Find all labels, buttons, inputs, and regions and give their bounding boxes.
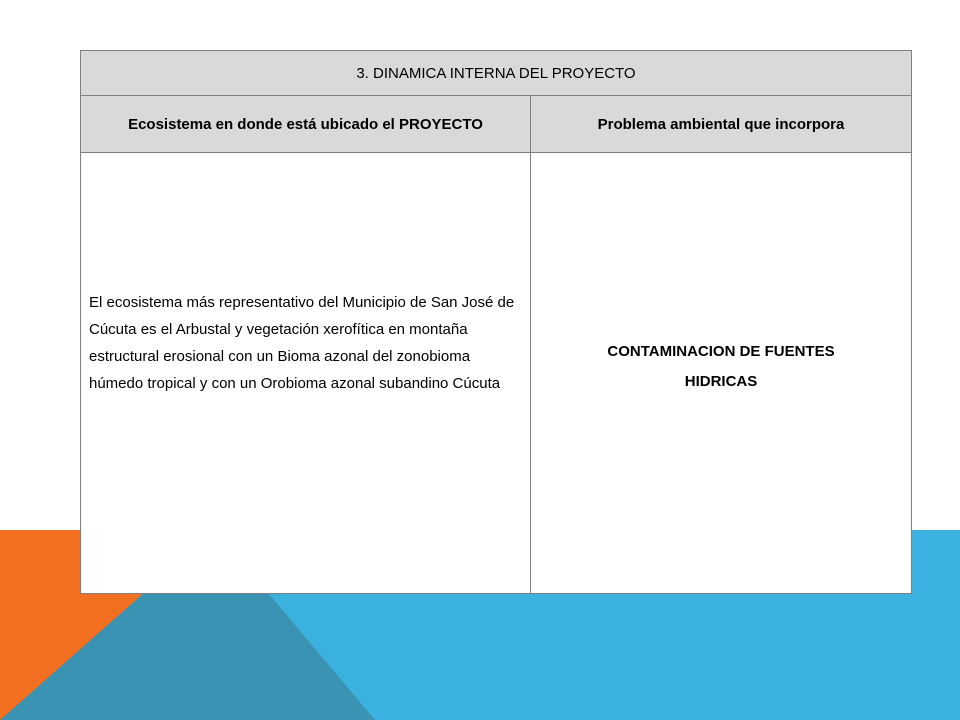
cell-environmental-problem: CONTAMINACION DE FUENTES HIDRICAS	[531, 153, 912, 594]
table-title-row	[81, 51, 912, 96]
header-ecosystem: Ecosistema en donde está ubicado el PROYECTO	[81, 96, 531, 153]
cell-ecosystem-description: El ecosistema más representativo del Municipio de San José de Cúcuta es el Arbustal y vegetación xerofítica en montaña estructural erosional con un Bioma azonal del zonobioma húmedo tropical y con un Orobioma azonal subandino Cúcuta	[81, 153, 531, 594]
project-table	[80, 50, 912, 594]
table-title: 3. DINAMICA INTERNA DEL PROYECTO	[81, 51, 912, 96]
project-table-container	[80, 50, 912, 594]
header-environmental-problem: Problema ambiental que incorpora	[531, 96, 912, 153]
table-header-row	[81, 96, 912, 153]
table-row	[81, 153, 912, 594]
